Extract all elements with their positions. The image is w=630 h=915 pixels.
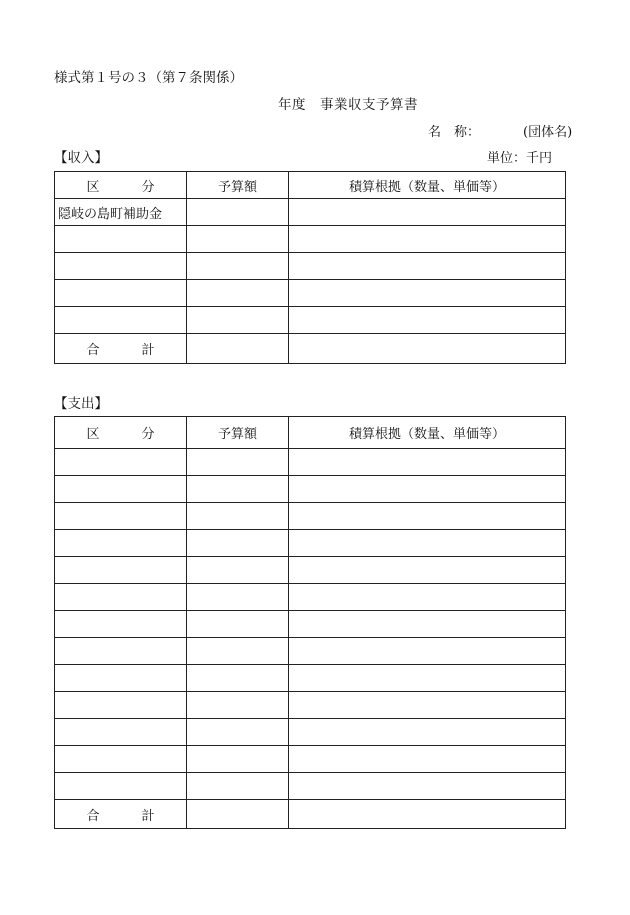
table-row: [55, 530, 566, 557]
income-budget-cell[interactable]: [187, 307, 289, 334]
expense-category-cell[interactable]: [55, 611, 187, 638]
expense-budget-cell[interactable]: [187, 638, 289, 665]
expense-total-label: 合 計: [55, 800, 187, 829]
expense-category-cell[interactable]: [55, 557, 187, 584]
table-row: [55, 557, 566, 584]
income-category-header: 区 分: [55, 172, 187, 199]
expense-budget-header: 予算額: [187, 417, 289, 449]
income-total-budget-cell[interactable]: [187, 334, 289, 364]
unit-label: 単位：千円: [487, 151, 553, 166]
expense-budget-cell[interactable]: [187, 719, 289, 746]
expense-category-cell[interactable]: [55, 503, 187, 530]
expense-category-cell[interactable]: [55, 449, 187, 476]
expense-budget-cell[interactable]: [187, 449, 289, 476]
income-section-label: 【収入】: [54, 150, 108, 166]
expense-basis-cell[interactable]: [289, 530, 566, 557]
expense-table: [54, 416, 566, 829]
name-label: 名 称：: [428, 125, 481, 140]
expense-basis-header: 積算根拠（数量、単価等）: [289, 417, 566, 449]
table-row: [55, 226, 566, 253]
table-row: [55, 638, 566, 665]
table-row: [55, 449, 566, 476]
table-row: [55, 773, 566, 800]
expense-budget-cell[interactable]: [187, 746, 289, 773]
income-budget-cell[interactable]: [187, 280, 289, 307]
expense-basis-cell[interactable]: [289, 665, 566, 692]
table-row: [55, 307, 566, 334]
income-category-cell[interactable]: 隠岐の島町補助金: [55, 199, 187, 226]
income-basis-cell[interactable]: [289, 280, 566, 307]
expense-basis-cell[interactable]: [289, 746, 566, 773]
income-basis-cell[interactable]: [289, 226, 566, 253]
expense-budget-cell[interactable]: [187, 665, 289, 692]
table-row: [55, 692, 566, 719]
table-row: [55, 719, 566, 746]
income-budget-cell[interactable]: [187, 199, 289, 226]
expense-category-cell[interactable]: [55, 719, 187, 746]
organization-label: (団体名): [523, 125, 573, 140]
income-basis-header: 積算根拠（数量、単価等）: [289, 172, 566, 199]
income-basis-cell[interactable]: [289, 307, 566, 334]
income-budget-cell[interactable]: [187, 253, 289, 280]
expense-budget-cell[interactable]: [187, 557, 289, 584]
table-row: [55, 476, 566, 503]
income-total-basis-cell[interactable]: [289, 334, 566, 364]
expense-budget-cell[interactable]: [187, 773, 289, 800]
expense-budget-cell[interactable]: [187, 476, 289, 503]
income-category-cell[interactable]: [55, 280, 187, 307]
expense-basis-cell[interactable]: [289, 584, 566, 611]
expense-category-cell[interactable]: [55, 584, 187, 611]
expense-section-label: 【支出】: [54, 396, 108, 412]
expense-basis-cell[interactable]: [289, 638, 566, 665]
expense-category-cell[interactable]: [55, 476, 187, 503]
expense-basis-cell[interactable]: [289, 611, 566, 638]
income-basis-cell[interactable]: [289, 199, 566, 226]
expense-category-cell[interactable]: [55, 692, 187, 719]
expense-category-header: 区 分: [55, 417, 187, 449]
document-title: 年度 事業収支予算書: [278, 97, 418, 113]
table-row: [55, 253, 566, 280]
expense-total-row: [55, 800, 566, 829]
expense-basis-cell[interactable]: [289, 557, 566, 584]
income-category-cell[interactable]: [55, 253, 187, 280]
expense-basis-cell[interactable]: [289, 449, 566, 476]
income-header-row: [55, 172, 566, 199]
expense-header-row: [55, 417, 566, 449]
income-category-cell[interactable]: [55, 307, 187, 334]
expense-basis-cell[interactable]: [289, 773, 566, 800]
expense-budget-cell[interactable]: [187, 530, 289, 557]
expense-basis-cell[interactable]: [289, 692, 566, 719]
table-row: [55, 611, 566, 638]
expense-budget-cell[interactable]: [187, 584, 289, 611]
expense-category-cell[interactable]: [55, 638, 187, 665]
income-table: [54, 171, 566, 364]
expense-budget-cell[interactable]: [187, 692, 289, 719]
table-row: [55, 503, 566, 530]
income-total-label: 合 計: [55, 334, 187, 364]
income-basis-cell[interactable]: [289, 253, 566, 280]
expense-category-cell[interactable]: [55, 530, 187, 557]
income-category-cell[interactable]: [55, 226, 187, 253]
income-budget-cell[interactable]: [187, 226, 289, 253]
expense-budget-cell[interactable]: [187, 503, 289, 530]
table-row: [55, 584, 566, 611]
table-row: [55, 746, 566, 773]
form-number: 様式第１号の３（第７条関係）: [54, 70, 243, 86]
expense-basis-cell[interactable]: [289, 719, 566, 746]
expense-total-basis-cell[interactable]: [289, 800, 566, 829]
table-row: [55, 665, 566, 692]
table-row: [55, 199, 566, 226]
expense-category-cell[interactable]: [55, 746, 187, 773]
expense-category-cell[interactable]: [55, 665, 187, 692]
table-row: [55, 280, 566, 307]
income-total-row: [55, 334, 566, 364]
expense-budget-cell[interactable]: [187, 611, 289, 638]
expense-basis-cell[interactable]: [289, 503, 566, 530]
expense-basis-cell[interactable]: [289, 476, 566, 503]
expense-category-cell[interactable]: [55, 773, 187, 800]
expense-total-budget-cell[interactable]: [187, 800, 289, 829]
income-budget-header: 予算額: [187, 172, 289, 199]
